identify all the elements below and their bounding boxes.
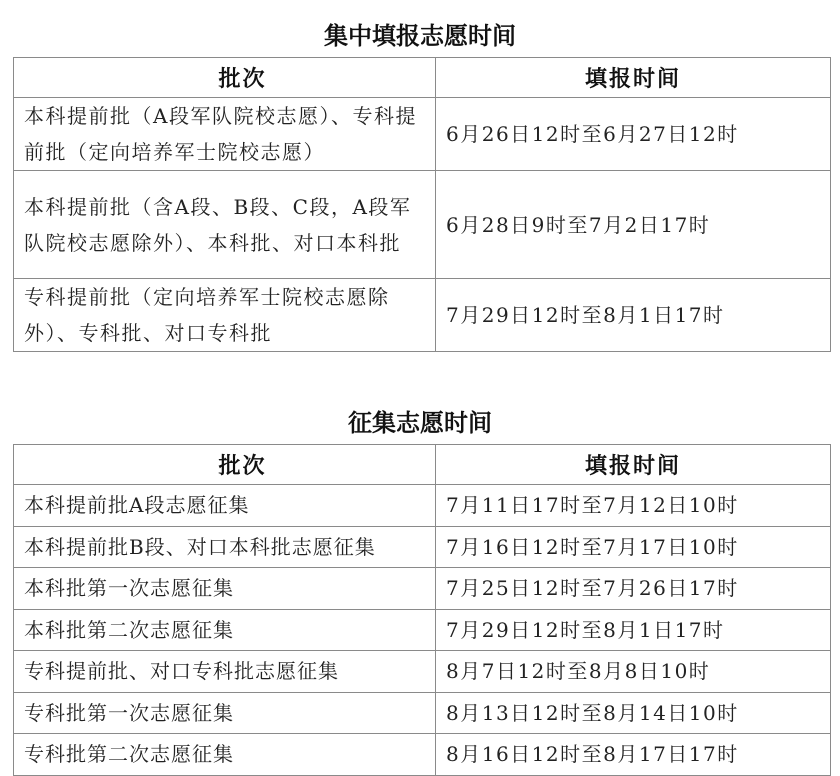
time-cell: 8月7日12时至8月8日10时 [436, 651, 831, 693]
supplementary-application-title: 征集志愿时间 [348, 409, 492, 437]
batch-cell: 专科提前批、对口专科批志愿征集 [14, 651, 436, 693]
batch-column-header: 批次 [14, 445, 436, 485]
centralized-application-title: 集中填报志愿时间 [324, 22, 516, 50]
time-cell: 8月13日12时至8月14日10时 [436, 692, 831, 734]
batch-cell: 专科提前批（定向培养军士院校志愿除外）、专科批、对口专科批 [14, 279, 436, 352]
time-column-header: 填报时间 [436, 58, 831, 98]
time-cell: 6月28日9时至7月2日17时 [436, 171, 831, 279]
time-cell: 7月29日12时至8月1日17时 [436, 279, 831, 352]
table-row [14, 526, 831, 568]
time-column-header: 填报时间 [436, 445, 831, 485]
table-row [14, 98, 831, 171]
table-row [14, 171, 831, 279]
table-row [14, 651, 831, 693]
time-cell: 7月11日17时至7月12日10时 [436, 485, 831, 527]
batch-cell: 本科批第一次志愿征集 [14, 568, 436, 610]
table-row [14, 279, 831, 352]
time-cell: 8月16日12时至8月17日17时 [436, 734, 831, 776]
table-row [14, 734, 831, 776]
centralized-application-table [13, 57, 831, 352]
table-row [14, 609, 831, 651]
table-row [14, 568, 831, 610]
batch-cell: 本科提前批（含A段、B段、C段，A段军队院校志愿除外）、本科批、对口本科批 [14, 171, 436, 279]
time-cell: 7月16日12时至7月17日10时 [436, 526, 831, 568]
batch-column-header: 批次 [14, 58, 436, 98]
time-cell: 7月25日12时至7月26日17时 [436, 568, 831, 610]
table-row [14, 485, 831, 527]
batch-cell: 本科提前批A段志愿征集 [14, 485, 436, 527]
table-header-row [14, 58, 831, 98]
table-row [14, 692, 831, 734]
time-cell: 7月29日12时至8月1日17时 [436, 609, 831, 651]
batch-cell: 专科批第一次志愿征集 [14, 692, 436, 734]
supplementary-application-table [13, 444, 831, 776]
batch-cell: 本科提前批（A段军队院校志愿）、专科提前批（定向培养军士院校志愿） [14, 98, 436, 171]
batch-cell: 本科批第二次志愿征集 [14, 609, 436, 651]
batch-cell: 专科批第二次志愿征集 [14, 734, 436, 776]
time-cell: 6月26日12时至6月27日12时 [436, 98, 831, 171]
table-header-row [14, 445, 831, 485]
batch-cell: 本科提前批B段、对口本科批志愿征集 [14, 526, 436, 568]
